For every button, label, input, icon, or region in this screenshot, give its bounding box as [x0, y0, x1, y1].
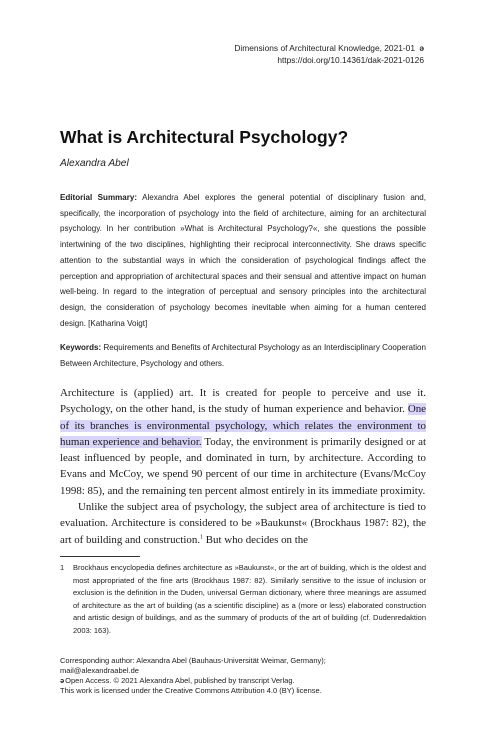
- editorial-summary: [60, 190, 426, 331]
- corresponding-info: [60, 656, 440, 696]
- footnote-ref[interactable]: 1: [200, 534, 204, 541]
- highlighted-text[interactable]: One of its branches is environmental psychology, which relates the environment to human experience and behavior.: [60, 403, 426, 448]
- journal-name: Dimensions of Architectural Knowledge, 2021-01: [234, 43, 415, 53]
- footnote-text: Brockhaus encyclopedia defines architecture as »Baukunst«, or the art of building, which is the oldest and most appropriated of the fine arts (Brockhaus 1987: 82). Similarly sensitive to the issue of inclusion or exclusion is the definition in the Duden, universal German dictionary, where three meanings are assumed of architecture as the art of building (as a scientific discipline) as a (more or less) elaborated construction and artistic design of buildings, and as the summary of products of the art of building (cf. Dudenredaktion 2003: 163).: [73, 563, 426, 635]
- article-author: Alexandra Abel: [60, 158, 129, 169]
- paragraph-2: [60, 499, 426, 548]
- summary-text: Alexandra Abel explores the general potential of disciplinary fusion and, specifically, the incorporation of psychology into the field of architecture, aiming for an architectural psychology. In her contribution »What is Architectural Psychology?«, she questions the possible intertwining of the two disciplines, highlighting their reciprocal interconnectivity. She draws specific attention to the substantial ways in which the consideration of psychological findings affect the perception and appropriation of architectural spaces and their sensual and attentive impact on human well-being. In regard to the integration of perceptual and sensory principles into the architectural design, the consideration of psychology becomes inevitable when aiming for a human centered design. [Katharina Voigt]: [60, 193, 426, 328]
- summary-label: Editorial Summary:: [60, 193, 138, 202]
- body-text: [60, 385, 426, 548]
- journal-line: [234, 42, 424, 54]
- author-email[interactable]: mail@alexandraabel.de: [60, 666, 139, 675]
- keywords-text: Requirements and Benefits of Architectural Psychology as an Interdisciplinary Cooperation Between Architecture, Psychology and others.: [60, 343, 426, 368]
- running-header: [234, 42, 424, 66]
- corresponding-author: Corresponding author: Alexandra Abel (Bauhaus-Universität Weimar, Germany);: [60, 656, 326, 665]
- keywords: [60, 340, 426, 371]
- article-title: What is Architectural Psychology?: [60, 127, 349, 147]
- footnote-divider: [60, 556, 140, 557]
- open-access-icon: ə: [60, 676, 65, 685]
- footnote: [60, 562, 426, 638]
- open-access-text: Open Access. © 2021 Alexandra Abel, published by transcript Verlag.: [65, 676, 295, 685]
- p1-text-start: Architecture is (applied) art. It is created for people to perceive and use it. Psychology, on the other hand, is the study of human experience and behavior.: [60, 387, 426, 416]
- paragraph-1: [60, 385, 426, 499]
- open-access-line: [60, 676, 440, 686]
- p2-text-end: But who decides on the: [205, 533, 309, 546]
- footnote-number: 1: [60, 563, 65, 572]
- p2-text-start: Unlike the subject area of psychology, the subject area of architecture is tied to evaluation. Architecture is considered to be »Baukunst« (Brockhaus 1987: 82), the art of building and construction.: [60, 501, 426, 546]
- open-access-icon: ə: [419, 43, 424, 53]
- license-line: This work is licensed under the Creative Commons Attribution 4.0 (BY) license.: [60, 686, 322, 695]
- p1-text-end: Today, the environment is primarily designed or at least influenced by people, and dominated in turn, by architecture. According to Evans and McCoy, we spend 90 percent of our time in architecture (Evans/McCoy 1998: 85), and the remaining ten percent almost entirely in its immediate proximity.: [60, 435, 426, 497]
- keywords-label: Keywords:: [60, 343, 102, 352]
- doi-link[interactable]: https://doi.org/10.14361/dak-2021-0126: [277, 55, 424, 65]
